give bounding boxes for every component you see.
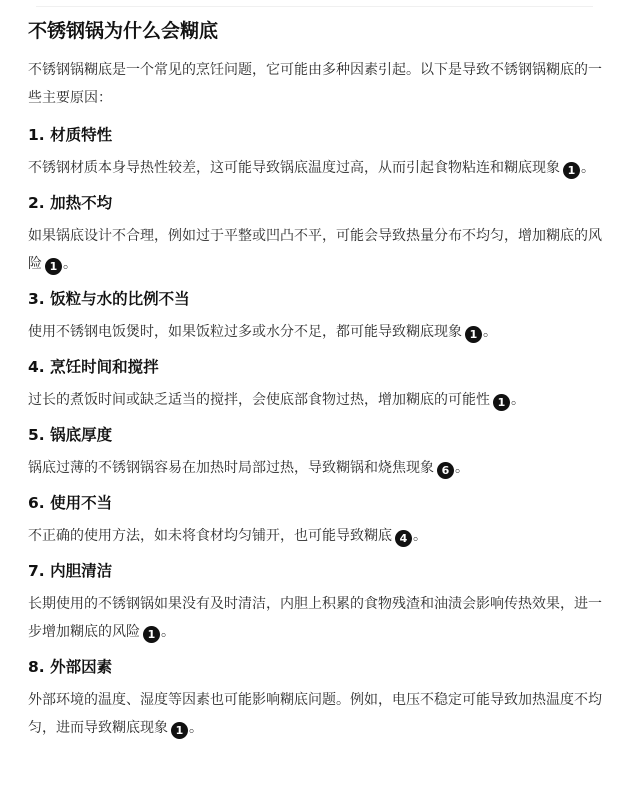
section-heading: 2. 加热不均 (28, 194, 113, 212)
section-text: 不锈钢材质本身导热性较差，这可能导致锅底温度过高，从而引起食物粘连和糊底现象 (28, 160, 560, 176)
section-cooking-time (28, 354, 603, 414)
citation-badge[interactable]: 1 (563, 162, 580, 179)
article (28, 16, 603, 750)
citation-badge[interactable]: 4 (395, 530, 412, 547)
citation-badge[interactable]: 1 (171, 722, 188, 739)
section-heading: 5. 锅底厚度 (28, 426, 113, 444)
sentence-end: 。 (189, 720, 203, 736)
sentence-end: 。 (455, 460, 469, 476)
section-body (28, 222, 603, 278)
section-heading: 1. 材质特性 (28, 126, 113, 144)
section-body (28, 590, 603, 646)
section-text: 如果锅底设计不合理，例如过于平整或凹凸不平，可能会导致热量分布不均匀，增加糊底的风险 (28, 228, 602, 272)
sentence-end: 。 (511, 392, 525, 408)
section-text: 长期使用的不锈钢锅如果没有及时清洁，内胆上积累的食物残渣和油渍会影响传热效果，进一步增加糊底的风险 (28, 596, 602, 640)
citation-badge[interactable]: 6 (437, 462, 454, 479)
section-heading: 6. 使用不当 (28, 494, 113, 512)
section-bottom-thickness (28, 422, 603, 482)
section-text: 外部环境的温度、湿度等因素也可能影响糊底问题。例如，电压不稳定可能导致加热温度不均匀，进而导致糊底现象 (28, 692, 602, 736)
section-body (28, 522, 603, 550)
citation-badge[interactable]: 1 (493, 394, 510, 411)
article-title: 不锈钢锅为什么会糊底 (28, 20, 219, 42)
section-heading: 8. 外部因素 (28, 658, 113, 676)
section-external-factors (28, 654, 603, 742)
sentence-end: 。 (581, 160, 595, 176)
top-divider (36, 6, 593, 7)
citation-badge[interactable]: 1 (465, 326, 482, 343)
section-text: 使用不锈钢电饭煲时，如果饭粒过多或水分不足，都可能导致糊底现象 (28, 324, 462, 340)
sentence-end: 。 (413, 528, 427, 544)
section-liner-cleaning (28, 558, 603, 646)
section-text: 不正确的使用方法，如未将食材均匀铺开，也可能导致糊底 (28, 528, 392, 544)
section-uneven-heating (28, 190, 603, 278)
section-heading: 3. 饭粒与水的比例不当 (28, 290, 190, 308)
section-rice-water-ratio (28, 286, 603, 346)
section-material (28, 122, 603, 182)
section-body (28, 454, 603, 482)
citation-badge[interactable]: 1 (45, 258, 62, 275)
section-improper-use (28, 490, 603, 550)
section-text: 锅底过薄的不锈钢锅容易在加热时局部过热，导致糊锅和烧焦现象 (28, 460, 434, 476)
article-intro: 不锈钢锅糊底是一个常见的烹饪问题，它可能由多种因素引起。以下是导致不锈钢锅糊底的一些主要原因： (28, 62, 602, 106)
sentence-end: 。 (63, 256, 77, 272)
section-body (28, 154, 603, 182)
section-body (28, 686, 603, 742)
section-body (28, 318, 603, 346)
section-text: 过长的煮饭时间或缺乏适当的搅拌，会使底部食物过热，增加糊底的可能性 (28, 392, 490, 408)
section-body (28, 386, 603, 414)
sentence-end: 。 (483, 324, 497, 340)
citation-badge[interactable]: 1 (143, 626, 160, 643)
section-heading: 4. 烹饪时间和搅拌 (28, 358, 159, 376)
sentence-end: 。 (161, 624, 175, 640)
section-heading: 7. 内胆清洁 (28, 562, 113, 580)
